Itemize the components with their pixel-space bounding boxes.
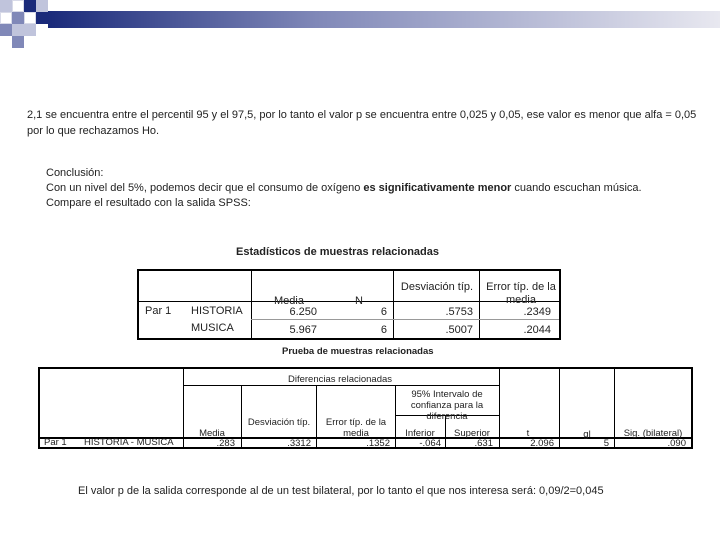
interval-header: 95% Intervalo de confianza para la diferencia bbox=[410, 389, 484, 422]
conclusion-bold: es significativamente menor bbox=[363, 182, 512, 194]
conclusion-suffix: cuando escuchan música. bbox=[514, 182, 642, 194]
col-header-desviacion: Desviación típ. bbox=[247, 417, 311, 428]
row-label: HISTORIA - MUSICA bbox=[84, 437, 174, 448]
col-header-t: t bbox=[526, 428, 530, 439]
col-header-media: Media bbox=[199, 428, 225, 439]
col-header-error: Error típ. de la media bbox=[325, 417, 387, 439]
conclusion-prefix: Con un nivel del 5%, podemos decir que el consumo de oxígeno bbox=[46, 182, 361, 194]
conclusion-block bbox=[46, 166, 706, 211]
intro-paragraph: 2,1 se encuentra entre el percentil 95 y el 97,5, por lo tanto el valor p se encuentra entre 0,025 y 0,05, ese valor es menor que alfa = 0,05 por lo que rechazamos Ho. bbox=[27, 109, 697, 137]
col-header-gl: gl bbox=[583, 429, 591, 440]
pair-label: Par 1 bbox=[44, 437, 67, 448]
cell-n: 6 bbox=[380, 324, 387, 336]
compare-instruction: Compare el resultado con la salida SPSS: bbox=[46, 197, 251, 209]
row-label: MUSICA bbox=[191, 322, 234, 334]
conclusion-heading: Conclusión: bbox=[46, 167, 104, 179]
table2-title: Prueba de muestras relacionadas bbox=[282, 346, 434, 357]
cell-desviacion: .3312 bbox=[287, 438, 311, 449]
cell-superior: .631 bbox=[474, 438, 493, 449]
col-header-media: Media bbox=[274, 295, 304, 307]
cell-desviacion: .5007 bbox=[445, 324, 473, 336]
col-header-superior: Superior bbox=[454, 428, 490, 439]
header-gradient-bar bbox=[48, 11, 720, 28]
cell-error: .2349 bbox=[523, 306, 551, 318]
col-header-n: N bbox=[355, 295, 363, 307]
cell-t: 2.096 bbox=[530, 438, 554, 449]
table1-title: Estadísticos de muestras relacionadas bbox=[236, 246, 439, 258]
cell-gl: 5 bbox=[603, 438, 609, 449]
cell-inferior: -.064 bbox=[419, 438, 441, 449]
cell-media: 5.967 bbox=[289, 324, 317, 336]
cell-error: .1352 bbox=[366, 438, 390, 449]
pair-label: Par 1 bbox=[145, 305, 172, 317]
cell-n: 6 bbox=[380, 306, 387, 318]
col-header-sig: Sig. (bilateral) bbox=[623, 428, 683, 439]
col-header-desviacion: Desviación típ. bbox=[400, 281, 474, 293]
cell-error: .2044 bbox=[523, 324, 551, 336]
group-header: Diferencias relacionadas bbox=[287, 374, 393, 385]
paired-stats-table bbox=[137, 269, 561, 340]
paired-test-table bbox=[38, 367, 693, 449]
cell-sig: .090 bbox=[667, 438, 686, 449]
col-header-error: Error típ. de la media bbox=[486, 281, 556, 306]
conclusion-statement bbox=[46, 181, 706, 196]
cell-media: 6.250 bbox=[289, 306, 317, 318]
cell-desviacion: .5753 bbox=[445, 306, 473, 318]
col-header-inferior: Inferior bbox=[405, 428, 435, 439]
row-label: HISTORIA bbox=[191, 305, 243, 317]
cell-media: .283 bbox=[216, 438, 235, 449]
footer-note: El valor p de la salida corresponde al de un test bilateral, por lo tanto el que nos interesa será: 0,09/2=0,045 bbox=[78, 485, 604, 497]
